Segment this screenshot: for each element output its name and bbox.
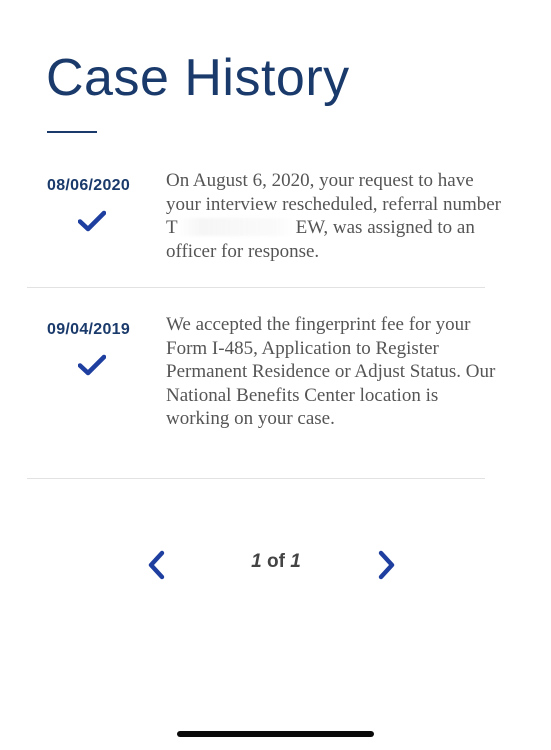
page-title: Case History bbox=[46, 49, 350, 107]
home-indicator[interactable] bbox=[177, 731, 374, 737]
divider bbox=[27, 287, 485, 288]
page-indicator bbox=[220, 551, 332, 573]
checkmark-icon bbox=[78, 354, 106, 376]
current-page: 1 bbox=[251, 551, 262, 572]
entry-description: We accepted the fingerprint fee for your Form I-485, Application to Register Permanent Residence or Adjust Status. Our National Benefits Center location is working on your case. bbox=[166, 314, 496, 429]
divider bbox=[27, 478, 485, 479]
previous-page-button[interactable] bbox=[143, 549, 171, 581]
next-page-button[interactable] bbox=[372, 549, 400, 581]
checkmark-icon bbox=[78, 210, 106, 232]
title-underline bbox=[47, 131, 97, 133]
entry-date: 09/04/2019 bbox=[47, 321, 131, 338]
total-pages: 1 bbox=[290, 551, 301, 572]
entry-description bbox=[166, 169, 506, 263]
entry-date: 08/06/2020 bbox=[47, 177, 131, 194]
chevron-right-icon bbox=[372, 549, 400, 581]
pagination bbox=[0, 546, 551, 582]
entry-description-start: On August 6, 2020, your request to have your interview rescheduled, referral number T bbox=[166, 170, 501, 238]
entry-description-end: EW, was assigned to an officer for response. bbox=[166, 217, 475, 262]
page-of-label: of bbox=[267, 551, 285, 572]
redacted-referral-number bbox=[178, 218, 296, 236]
chevron-left-icon bbox=[143, 549, 171, 581]
